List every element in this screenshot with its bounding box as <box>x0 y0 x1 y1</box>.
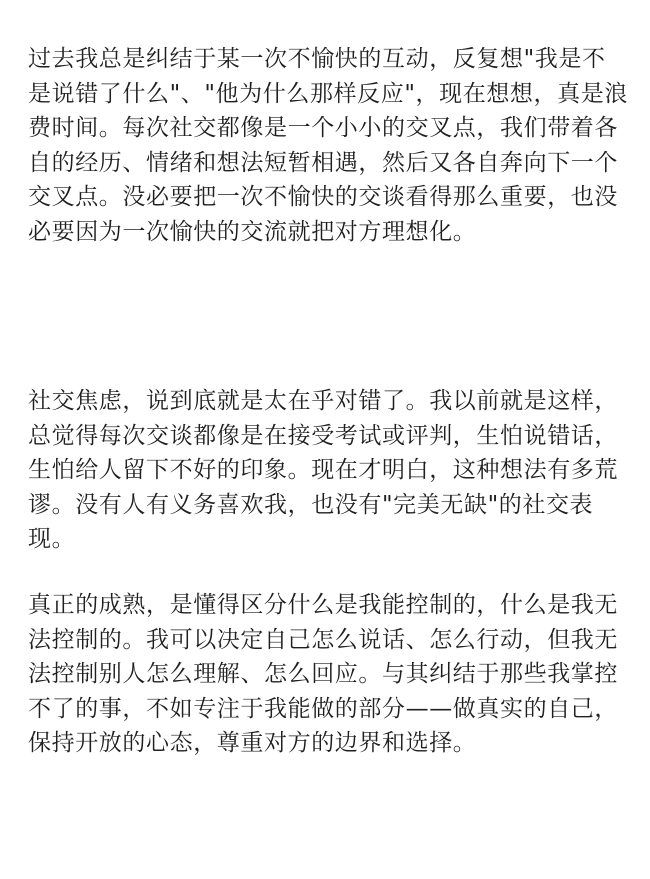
paragraph-1: 过去我总是纠结于某一次不愉快的互动，反复想"我是不是说错了什么"、"他为什么那样反应"，现在想想，真是浪费时间。每次社交都像是一个小小的交叉点，我们带着各自的经历、情绪和想法短暂相遇，然后又各自奔向下一个交叉点。没必要把一次不愉快的交谈看得那么重要，也没必要因为一次愉快的交流就把对方理想化。 <box>28 46 628 245</box>
paragraph-2: 社交焦虑，说到底就是太在乎对错了。我以前就是这样，总觉得每次交谈都像是在接受考试或评判，生怕说错话，生怕给人留下不好的印象。现在才明白，这种想法有多荒谬。没有人有义务喜欢我，也没有"完美无缺"的社交表现。 <box>28 388 618 552</box>
paragraph-3: 真正的成熟，是懂得区分什么是我能控制的，什么是我无法控制的。我可以决定自己怎么说话、怎么行动，但我无法控制别人怎么理解、怎么回应。与其纠结于那些我掌控不了的事，不如专注于我能做的部分——做真实的自己，保持开放的心态，尊重对方的边界和选择。 <box>28 592 618 756</box>
